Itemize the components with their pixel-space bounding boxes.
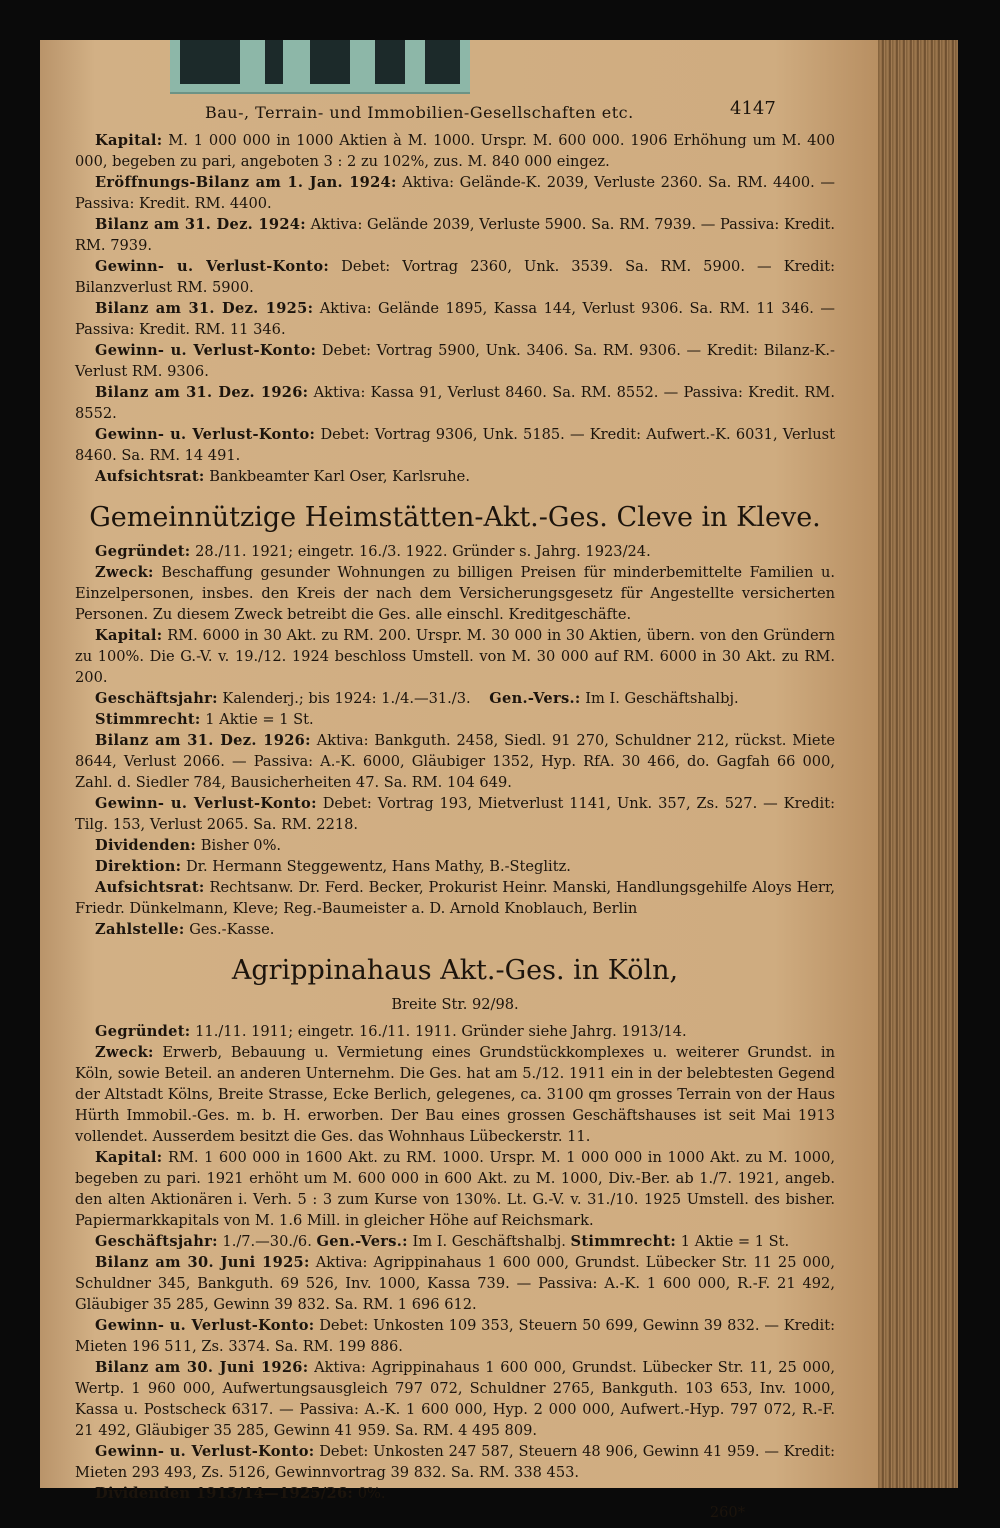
page-number: 4147 bbox=[730, 98, 776, 119]
bilanz-1926: Bilanz am 31. Dez. 1926: Aktiva: Kassa 91, Verlust 8460. Sa. RM. 8552. — Passiva: Kredit. RM. 8552. bbox=[75, 384, 835, 422]
gegruendet: Gegründet: 28./11. 1921; eingetr. 16./3. 1922. Gründer s. Jahrg. 1923/24. bbox=[95, 543, 651, 560]
guv-1924: Gewinn- u. Verlust-Konto: Debet: Vortrag 2360, Unk. 3539. Sa. RM. 5900. — Kredit: Bilanzverlust RM. 5900. bbox=[75, 258, 835, 296]
entry-continuation bbox=[75, 130, 835, 487]
tab-mark bbox=[265, 40, 283, 84]
running-head bbox=[75, 90, 835, 130]
page-edges bbox=[878, 40, 958, 1488]
guv-1926: Gewinn- u. Verlust-Konto: Debet: Unkosten 247 587, Steuern 48 906, Gewinn 41 959. — Kredit: Mieten 293 493, Zs. 5126, Gewinnvortrag 39 832. Sa. RM. 338 453. bbox=[75, 1443, 835, 1481]
tab-mark bbox=[180, 40, 240, 84]
tab-mark bbox=[310, 40, 350, 84]
gegruendet: Gegründet: 11./11. 1911; eingetr. 16./11. 1911. Gründer siehe Jahrg. 1913/14. bbox=[95, 1023, 687, 1040]
entry-agrippinahaus bbox=[75, 954, 835, 1523]
tab-mark bbox=[425, 40, 460, 84]
bilanz: Bilanz am 31. Dez. 1926: Aktiva: Bankguth. 2458, Siedl. 91 270, Schuldner 212, rückst. Miete 8644, Verlust 2066. — Passiva: A.-K. 6000, Gläubiger 1352, Hyp. RfA. 30 466, do. Gagfah 66 000, Zahl. d. Siedler 784, Bausicherheiten 47. Sa. RM. 104 649. bbox=[75, 732, 836, 791]
kapital-paragraph: Kapital: M. 1 000 000 in 1000 Aktien à M. 1000. Urspr. M. 600 000. 1906 Erhöhung um M. 400 000, begeben zu pari, angeboten 3 : 2 zu 102%, zus. M. 840 000 eingez. bbox=[75, 132, 835, 170]
guv: Gewinn- u. Verlust-Konto: Debet: Vortrag 193, Mietverlust 1141, Unk. 357, Zs. 527. — Kredit: Tilg. 153, Verlust 2065. Sa. RM. 2218. bbox=[75, 795, 835, 833]
tab-mark bbox=[375, 40, 405, 84]
aufsichtsrat: Aufsichtsrat: Rechtsanw. Dr. Ferd. Becker, Prokurist Heinr. Manski, Handlungsgehilfe Aloys Herr, Friedr. Dünkelmann, Kleve; Reg.-Baumeister a. D. Arnold Knoblauch, Berlin bbox=[75, 879, 835, 917]
bilanz-1925: Bilanz am 31. Dez. 1925: Aktiva: Gelände 1895, Kassa 144, Verlust 9306. Sa. RM. 11 346. — Passiva: Kredit. RM. 11 346. bbox=[75, 300, 836, 338]
signature-mark: 260* bbox=[709, 1504, 745, 1521]
book-page bbox=[40, 40, 958, 1521]
bilanz-1924: Bilanz am 31. Dez. 1924: Aktiva: Gelände 2039, Verluste 5900. Sa. RM. 7939. — Passiva: Kredit. RM. 7939. bbox=[75, 216, 835, 254]
company-title: Agrippinahaus Akt.-Ges. in Köln, bbox=[231, 955, 679, 986]
direktion: Direktion: Dr. Hermann Steggewentz, Hans Mathy, B.-Steglitz. bbox=[95, 858, 571, 875]
bilanz-1926: Bilanz am 30. Juni 1926: Aktiva: Agrippinahaus 1 600 000, Grundst. Lübecker Str. 11, 25 000, Wertp. 1 960 000, Aufwertungsausgleich 797 072, Schuldner 2765, Bankguth. 103 653, Inv. 1000, Kassa u. Postscheck 6317. — Passiva: A.-K. 1 600 000, Hyp. 2 000 000, Aufwert.-Hyp. 797 072, R.-F. 21 492, Gläubiger 35 285, Gewinn 41 959. Sa. RM. 4 495 809. bbox=[75, 1359, 835, 1439]
guv-1925: Gewinn- u. Verlust-Konto: Debet: Unkosten 109 353, Steuern 50 699, Gewinn 39 832. — Kredit: Mieten 196 511, Zs. 3374. Sa. RM. 199 886. bbox=[75, 1317, 835, 1355]
guv-1926: Gewinn- u. Verlust-Konto: Debet: Vortrag 9306, Unk. 5185. — Kredit: Aufwert.-K. 6031, Verlust 8460. Sa. RM. 14 491. bbox=[75, 426, 836, 464]
company-title: Gemeinnützige Heimstätten-Akt.-Ges. Cleve in Kleve. bbox=[89, 502, 821, 533]
company-address: Breite Str. 92/98. bbox=[391, 996, 519, 1013]
entry-heimstaetten bbox=[75, 501, 835, 940]
page-content bbox=[75, 90, 835, 1523]
dividenden: Dividenden 1913/14—1925/26: 0%. bbox=[95, 1485, 386, 1502]
aufsichtsrat: Aufsichtsrat: Bankbeamter Karl Oser, Karlsruhe. bbox=[95, 468, 470, 485]
zweck: Zweck: Erwerb, Bebauung u. Vermietung eines Grundstückkomplexes u. weiterer Grundst. in Köln, sowie Beteil. an anderen Unternehm. Die Ges. hat am 5./12. 1911 ein in der belebtesten Gegend der Altstadt Kölns, Breite Strasse, Ecke Berlich, gelegenes, ca. 3100 qm grosses Terrain von der Haus Hürth Immobil.-Ges. m. b. H. erworben. Der Bau eines grossen Geschäftshauses ist seit Mai 1913 vollendet. Ausserdem besitzt die Ges. das Wohnhaus Lübeckerstr. 11. bbox=[75, 1044, 836, 1145]
stimmrecht: Stimmrecht: 1 Aktie = 1 St. bbox=[95, 711, 314, 728]
index-tab-strip bbox=[170, 40, 470, 94]
kapital: Kapital: RM. 1 600 000 in 1600 Akt. zu RM. 1000. Urspr. M. 1 000 000 in 1000 Akt. zu M. 1000, begeben zu pari. 1921 erhöht um M. 600 000 in 600 Akt. zu M. 1000, Div.-Ber. ab 1./7. 1921, angeb. den alten Aktionären i. Verh. 5 : 3 zum Kurse von 130%. Lt. G.-V. v. 31./10. 1925 Umstell. des bisher. Papiermarkkapitals von M. 1.6 Mill. in gleicher Höhe auf Reichsmark. bbox=[75, 1149, 836, 1229]
geschaeftsjahr: Geschäftsjahr: 1./7.—30./6. Gen.-Vers.: Im I. Geschäftshalbj. Stimmrecht: 1 Aktie = 1 St. bbox=[95, 1233, 790, 1250]
guv-1925: Gewinn- u. Verlust-Konto: Debet: Vortrag 5900, Unk. 3406. Sa. RM. 9306. — Kredit: Bilanz-K.-Verlust RM. 9306. bbox=[75, 342, 835, 380]
running-head-title: Bau-, Terrain- und Immobilien-Gesellschaften etc. bbox=[205, 103, 634, 122]
zweck: Zweck: Beschaffung gesunder Wohnungen zu billigen Preisen für minderbemittelte Familien u. Einzelpersonen, insbes. den Kreis der nach dem Versicherungsgesetz für Angestellte versicherten Personen. Zu diesem Zweck betreibt die Ges. alle einschl. Kreditgeschäfte. bbox=[75, 564, 835, 623]
geschaeftsjahr: Geschäftsjahr: Kalenderj.; bis 1924: 1./4.—31./3. Gen.-Vers.: Im I. Geschäftshalbj. bbox=[95, 690, 739, 707]
bilanz-1925: Bilanz am 30. Juni 1925: Aktiva: Agrippinahaus 1 600 000, Grundst. Lübecker Str. 11 25 000, Schuldner 345, Bankguth. 69 526, Inv. 1000, Kassa 739. — Passiva: A.-K. 1 600 000, R.-F. 21 492, Gläubiger 35 285, Gewinn 39 832. Sa. RM. 1 696 612. bbox=[75, 1254, 835, 1313]
dividenden: Dividenden: Bisher 0%. bbox=[95, 837, 282, 854]
eroeffnungs-bilanz: Eröffnungs-Bilanz am 1. Jan. 1924: Aktiva: Gelände-K. 2039, Verluste 2360. Sa. RM. 4400. — Passiva: Kredit. RM. 4400. bbox=[75, 174, 835, 212]
kapital: Kapital: RM. 6000 in 30 Akt. zu RM. 200. Urspr. M. 30 000 in 30 Aktien, übern. von den Gründern zu 100%. Die G.-V. v. 19./12. 1924 beschloss Umstell. von M. 30 000 auf RM. 6000 in 30 Akt. zu RM. 200. bbox=[75, 627, 835, 686]
zahlstelle: Zahlstelle: Ges.-Kasse. bbox=[95, 921, 275, 938]
